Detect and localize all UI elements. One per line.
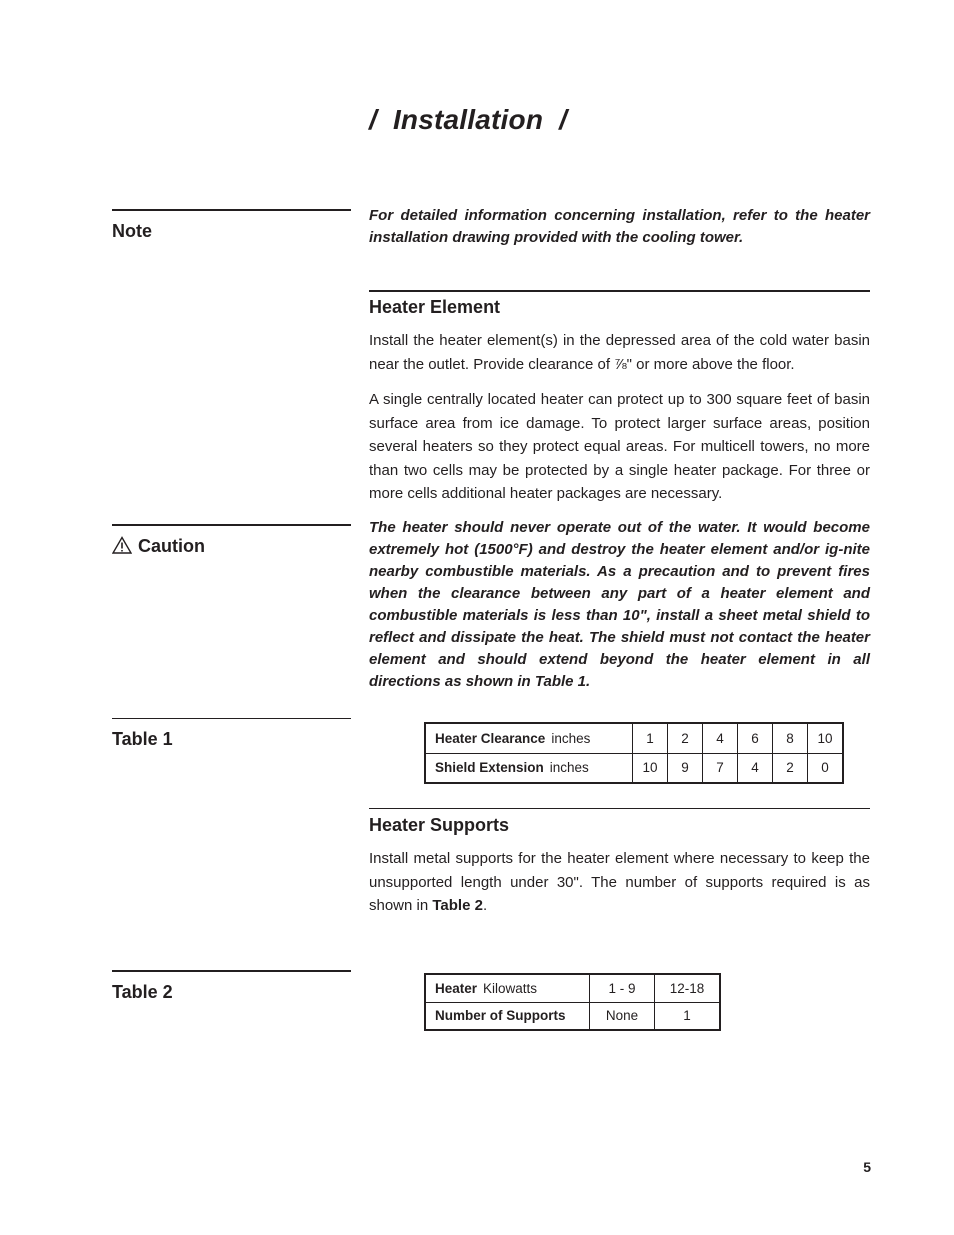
table-row-header: Shield Extension inches xyxy=(425,753,633,783)
table-cell: None xyxy=(590,1002,655,1030)
caution-label: Caution xyxy=(138,536,205,556)
caution-text: The heater should never operate out of the water. It would become extremely hot (1500°F) and destroy the heater element and/or ig-nite nearby combustible materials. As a precaution and to prevent fires when the clearance between any part of a heater element and combustible materials is less than 10", install a sheet metal shield to reflect and dissipate the heat. The shield must not contact the heater element and should extend beyond the heater element in all directions as shown in Table 1. xyxy=(369,519,870,690)
heater-supports-divider xyxy=(369,808,870,809)
table-cell: 8 xyxy=(773,723,808,753)
table-cell: 10 xyxy=(633,753,668,783)
table-cell: 1 xyxy=(655,1002,721,1030)
table-row xyxy=(425,723,843,753)
title-slash-left: / xyxy=(369,104,377,135)
table-cell: 9 xyxy=(668,753,703,783)
table-cell: 10 xyxy=(808,723,844,753)
heater-element-divider xyxy=(369,290,870,292)
table1-divider xyxy=(112,718,351,719)
table2-label: Table 2 xyxy=(112,982,173,1002)
table-cell: 7 xyxy=(703,753,738,783)
page-title xyxy=(369,104,567,136)
heater-element-para1-start: Install the heater element(s) in the depressed area of the cold water basin near the outlet. Provide clearance of xyxy=(369,332,870,373)
table2-reference: Table 2 xyxy=(432,897,483,914)
table-row-header: Heater Clearance inches xyxy=(425,723,633,753)
caution-divider xyxy=(112,524,351,526)
heater-element-paragraph-1 xyxy=(369,329,870,376)
table-cell: 4 xyxy=(703,723,738,753)
table-row xyxy=(425,974,720,1002)
heater-supports-text: Install metal supports for the heater element where necessary to keep the unsupported length under 30". The number of supports required is as shown in xyxy=(369,850,870,914)
page-title-text: Installation xyxy=(392,104,544,135)
heater-element-para1-end: " or more above the floor. xyxy=(626,355,795,373)
table-cell: 4 xyxy=(738,753,773,783)
caution-label-wrap xyxy=(112,536,205,557)
table-row-header: Heater Kilowatts xyxy=(425,974,590,1002)
table1 xyxy=(424,722,844,784)
table-cell: 6 xyxy=(738,723,773,753)
table-cell: 1 - 9 xyxy=(590,974,655,1002)
heater-supports-paragraph xyxy=(369,847,870,918)
table2 xyxy=(424,973,721,1031)
table-row xyxy=(425,753,843,783)
fraction-seven-eighths: ⅞ xyxy=(614,355,627,373)
heater-supports-text-end: . xyxy=(482,897,488,914)
table-cell: 2 xyxy=(773,753,808,783)
table-row xyxy=(425,1002,720,1030)
table-cell: 2 xyxy=(668,723,703,753)
table-cell: 1 xyxy=(633,723,668,753)
note-text: For detailed information concerning installation, refer to the heater installation drawing provided with the cooling tower. xyxy=(369,207,870,246)
table-cell: 0 xyxy=(808,753,844,783)
table-cell: 12-18 xyxy=(655,974,721,1002)
note-divider xyxy=(112,209,351,211)
heater-element-heading: Heater Element xyxy=(369,297,501,317)
heater-supports-heading: Heater Supports xyxy=(369,815,510,835)
table2-divider xyxy=(112,970,351,972)
page-number: 5 xyxy=(863,1159,871,1175)
table-row-header: Number of Supports xyxy=(425,1002,590,1030)
warning-triangle-icon xyxy=(112,536,132,554)
note-label: Note xyxy=(112,221,152,241)
title-slash-right: / xyxy=(559,104,568,135)
table1-label: Table 1 xyxy=(112,729,173,749)
heater-element-paragraph-2: A single centrally located heater can protect up to 300 square feet of basin surface area from ice damage. To protect larger surface areas, position several heaters so they protect equal areas. For multicell towers, no more than two cells may be protected by a single heater package. For three or more cells additional heater packages are necessary. xyxy=(369,391,870,502)
